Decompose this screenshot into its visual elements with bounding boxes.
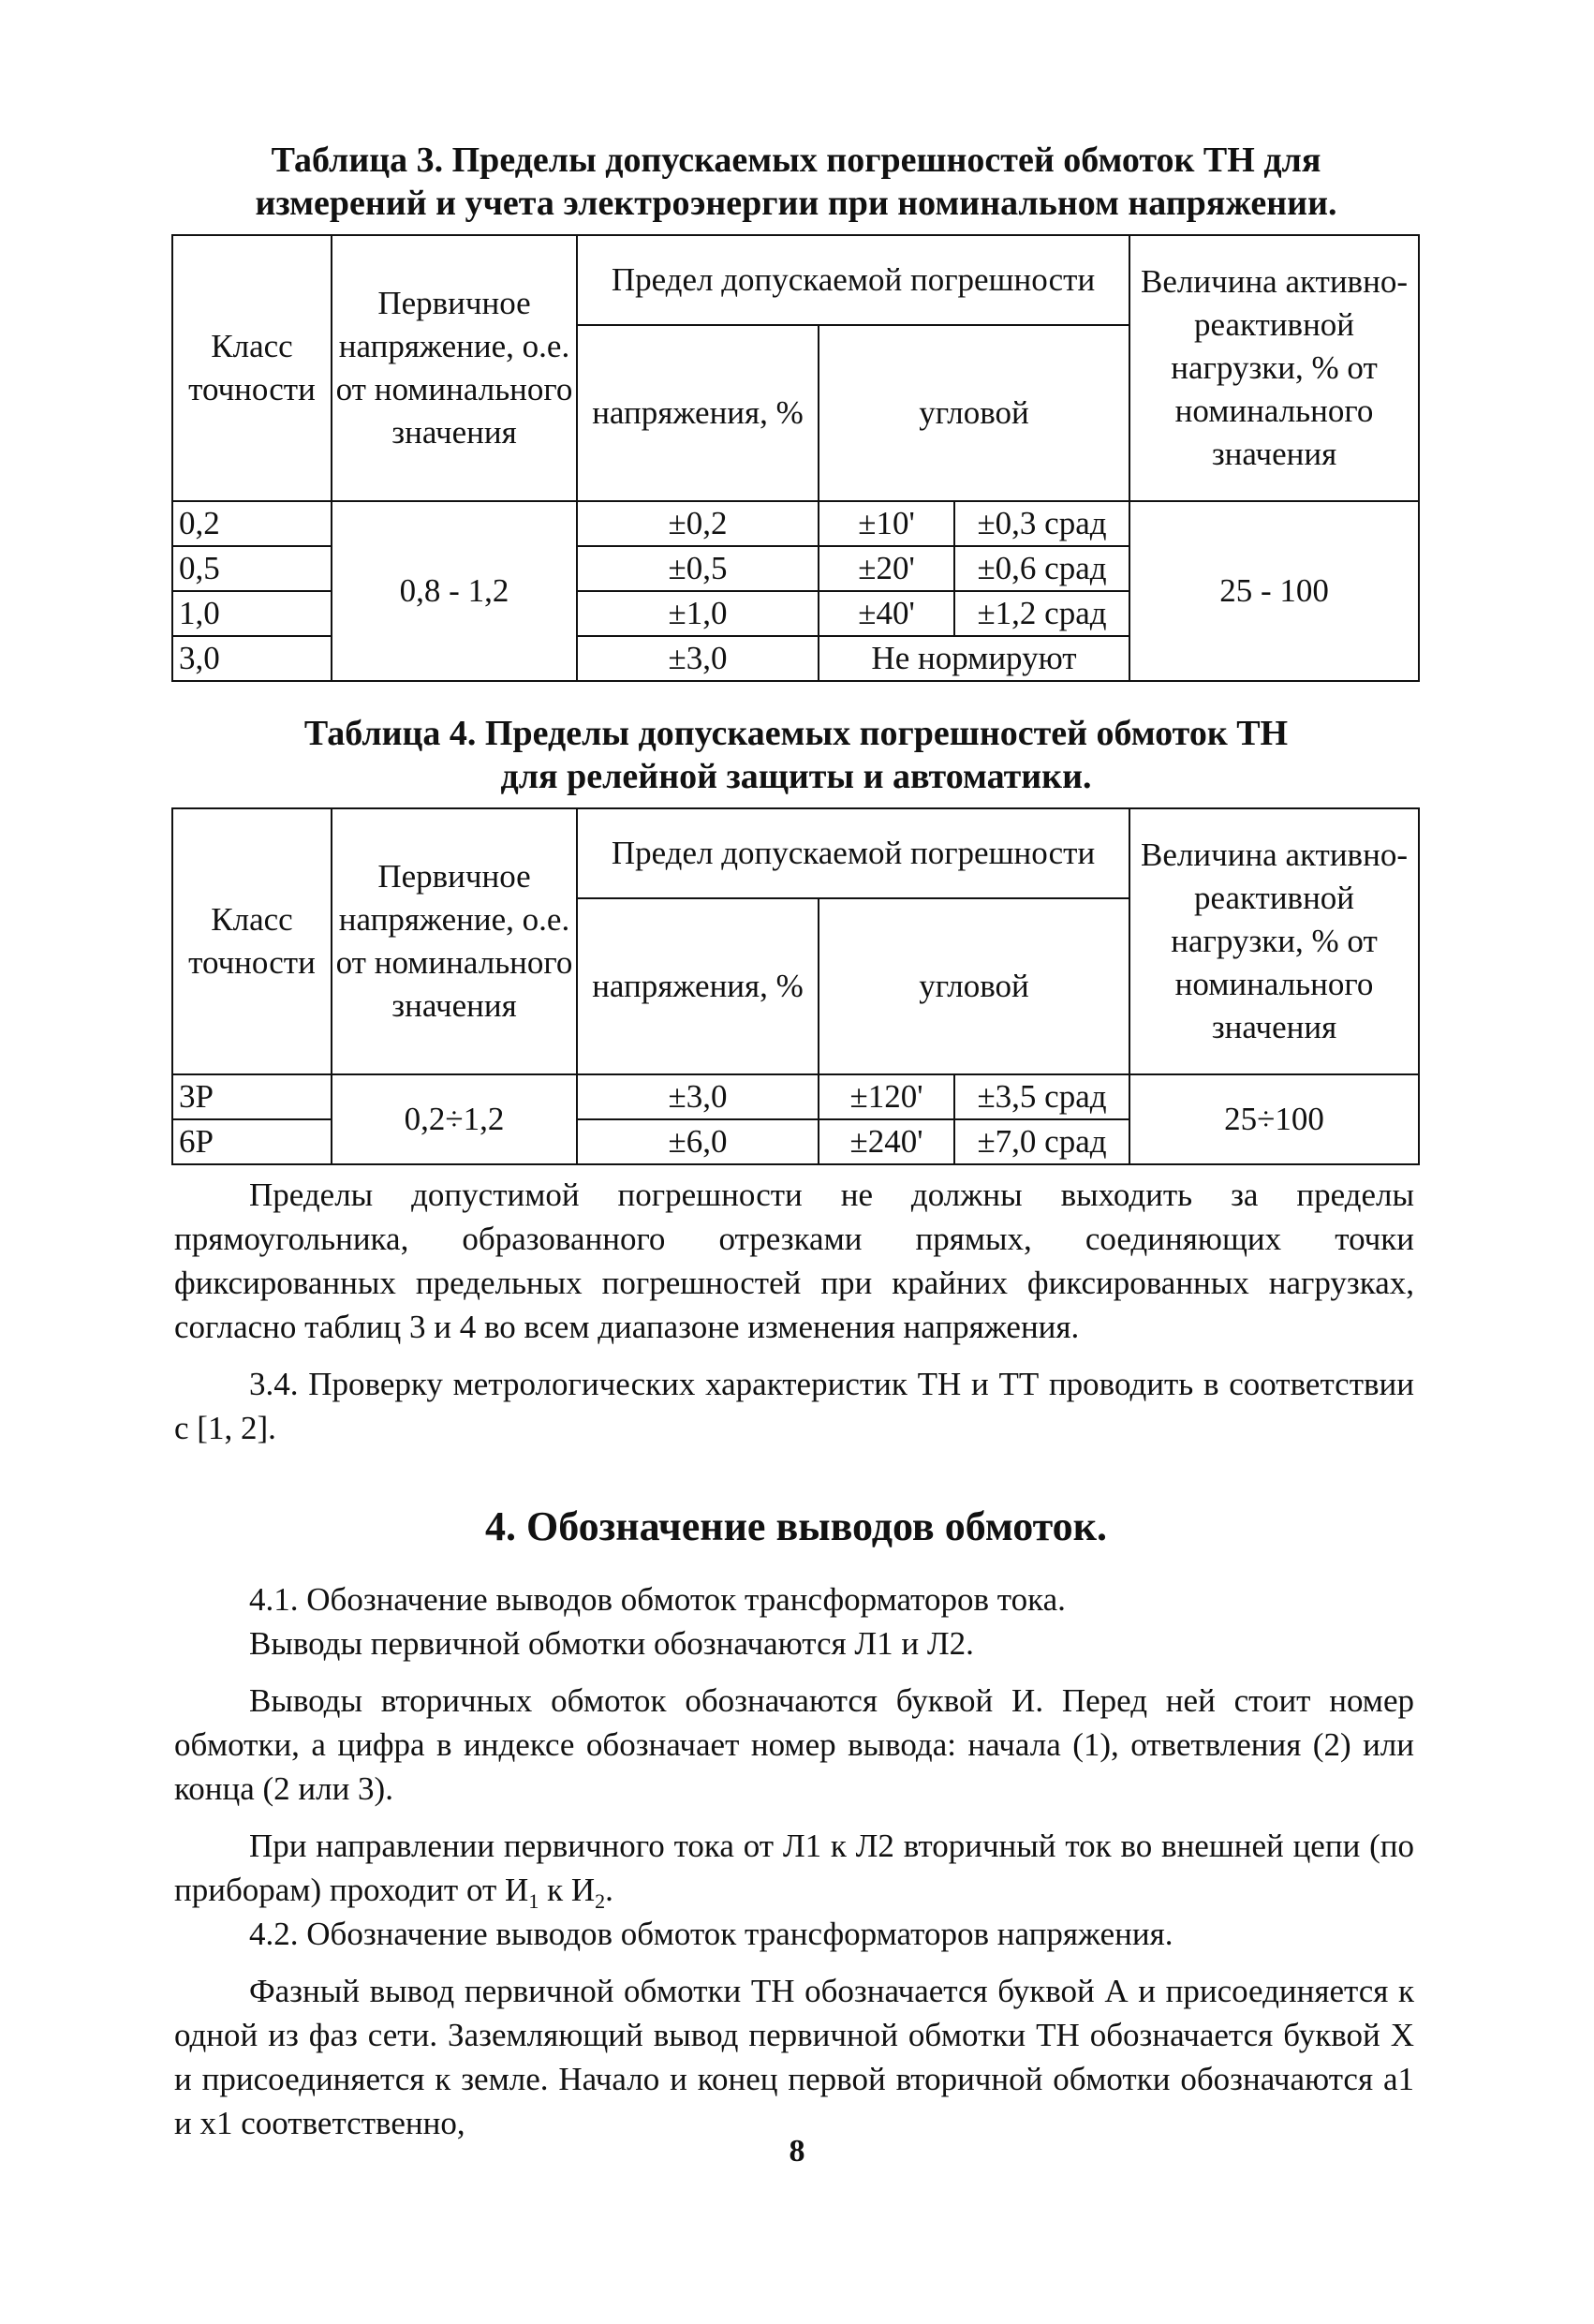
table4-voltage-cell: ±6,0 bbox=[577, 1119, 819, 1164]
section-title: 4. Обозначение выводов обмоток. bbox=[484, 1503, 1108, 1549]
table3-caption-line2: измерений и учета электроэнергии при номинальном напряжении. bbox=[255, 184, 1337, 223]
table4-load-value: 25÷100 bbox=[1129, 1074, 1419, 1164]
table3-angle-min-cell: ±10' bbox=[819, 501, 954, 546]
table3-header-primary-voltage: Первичное напряжение, о.е. от номинального значения bbox=[332, 235, 577, 501]
table3-caption bbox=[169, 139, 1424, 225]
table3-header-voltage-error: напряжения, % bbox=[577, 325, 819, 501]
table3-voltage-cell: ±3,0 bbox=[577, 636, 819, 681]
table3-voltage-cell: ±0,2 bbox=[577, 501, 819, 546]
table3-primary-voltage-value: 0,8 - 1,2 bbox=[332, 501, 577, 681]
paragraph-phase-terminal: Фазный вывод первичной обмотки ТН обозначается буквой А и присоединяется к одной из фаз сети. Заземляющий вывод первичной обмотки ТН обозначается буквой Х и присоединяется к земле. Начало и конец первой вторичной обмотки обозначаются a1 и x1 соответственно, bbox=[174, 1973, 1414, 2141]
table4-angle-crad-cell: ±7,0 срад bbox=[954, 1119, 1129, 1164]
table3-class-cell: 1,0 bbox=[172, 591, 332, 636]
table3-voltage-cell: ±0,5 bbox=[577, 546, 819, 591]
table3-angle-min-cell: ±20' bbox=[819, 546, 954, 591]
page-number: 8 bbox=[789, 2134, 805, 2169]
paragraph-4-1: 4.1. Обозначение выводов обмоток трансформаторов тока. bbox=[249, 1581, 1066, 1618]
table3-header-class: Класс точности bbox=[172, 235, 332, 501]
table4 bbox=[171, 807, 1420, 1165]
table3-angle-crad-cell: ±0,6 срад bbox=[954, 546, 1129, 591]
table4-caption-line1: Таблица 4. Пределы допускаемых погрешностей обмоток ТН bbox=[303, 714, 1289, 753]
paragraph-primary-terminals: Выводы первичной обмотки обозначаются Л1 и Л2. bbox=[249, 1625, 974, 1662]
table3-angle-min-cell: ±40' bbox=[819, 591, 954, 636]
table3-caption-line1: Таблица 3. Пределы допускаемых погрешностей обмоток ТН для bbox=[271, 141, 1321, 180]
table4-voltage-cell: ±3,0 bbox=[577, 1074, 819, 1119]
table4-header-primary-voltage: Первичное напряжение, о.е. от номинального значения bbox=[332, 808, 577, 1074]
table3-class-cell: 0,5 bbox=[172, 546, 332, 591]
table3-class-cell: 0,2 bbox=[172, 501, 332, 546]
body-text-section-4 bbox=[174, 1577, 1414, 2145]
table3-angle-crad-cell: ±0,3 срад bbox=[954, 501, 1129, 546]
table4-header-load: Величина активно-реактивной нагрузки, % от номинального значения bbox=[1129, 808, 1419, 1074]
current-direction-text-mid: к И bbox=[539, 1872, 596, 1908]
paragraph-secondary-terminals: Выводы вторичных обмоток обозначаются буквой И. Перед ней стоит номер обмотки, а цифра в индексе обозначает номер вывода: начала (1), ответвления (2) или конца (2 или 3). bbox=[174, 1682, 1414, 1807]
paragraph-limits: Пределы допустимой погрешности не должны выходить за пределы прямоугольника, образованного отрезками прямых, соединяющих точки фиксированных предельных погрешностей при крайних фиксированных нагрузках, согласно таблиц 3 и 4 во всем диапазоне изменения напряжения. bbox=[174, 1177, 1414, 1345]
table3-header-error-limit: Предел допускаемой погрешности bbox=[577, 235, 1129, 325]
table-row bbox=[172, 501, 1419, 546]
table4-header-voltage-error: напряжения, % bbox=[577, 898, 819, 1074]
current-direction-text-start: При направлении первичного тока от Л1 к Л2 вторичный ток во внешней цепи (по приборам) проходит от И bbox=[174, 1828, 1414, 1908]
table3-angle-crad-cell: ±1,2 срад bbox=[954, 591, 1129, 636]
table4-header-error-limit: Предел допускаемой погрешности bbox=[577, 808, 1129, 898]
table4-header-angle-error: угловой bbox=[819, 898, 1129, 1074]
current-direction-text-end: . bbox=[605, 1872, 613, 1908]
table4-angle-min-cell: ±120' bbox=[819, 1074, 954, 1119]
terminal-index-2: 2 bbox=[595, 1889, 606, 1913]
table4-angle-crad-cell: ±3,5 срад bbox=[954, 1074, 1129, 1119]
paragraph-4-2: 4.2. Обозначение выводов обмоток трансформаторов напряжения. bbox=[249, 1916, 1173, 1952]
paragraph-current-direction bbox=[174, 1824, 1414, 1912]
table-row bbox=[172, 1074, 1419, 1119]
table4-primary-voltage-value: 0,2÷1,2 bbox=[332, 1074, 577, 1164]
table3-voltage-cell: ±1,0 bbox=[577, 591, 819, 636]
table3-angle-not-normalized: Не нормируют bbox=[819, 636, 1129, 681]
table4-angle-min-cell: ±240' bbox=[819, 1119, 954, 1164]
paragraph-3-4: 3.4. Проверку метрологических характеристик ТН и ТТ проводить в соответствии с [1, 2]. bbox=[174, 1366, 1414, 1446]
terminal-index-1: 1 bbox=[528, 1889, 539, 1913]
table3 bbox=[171, 234, 1420, 682]
body-text-upper bbox=[174, 1173, 1414, 1450]
table3-class-cell: 3,0 bbox=[172, 636, 332, 681]
table4-caption bbox=[169, 712, 1424, 798]
table3-load-value: 25 - 100 bbox=[1129, 501, 1419, 681]
table4-class-cell: 3Р bbox=[172, 1074, 332, 1119]
table4-caption-line2: для релейной защиты и автоматики. bbox=[500, 757, 1092, 796]
table4-header-class: Класс точности bbox=[172, 808, 332, 1074]
table3-header-angle-error: угловой bbox=[819, 325, 1129, 501]
table3-header-load: Величина активно-реактивной нагрузки, % от номинального значения bbox=[1129, 235, 1419, 501]
table4-class-cell: 6Р bbox=[172, 1119, 332, 1164]
